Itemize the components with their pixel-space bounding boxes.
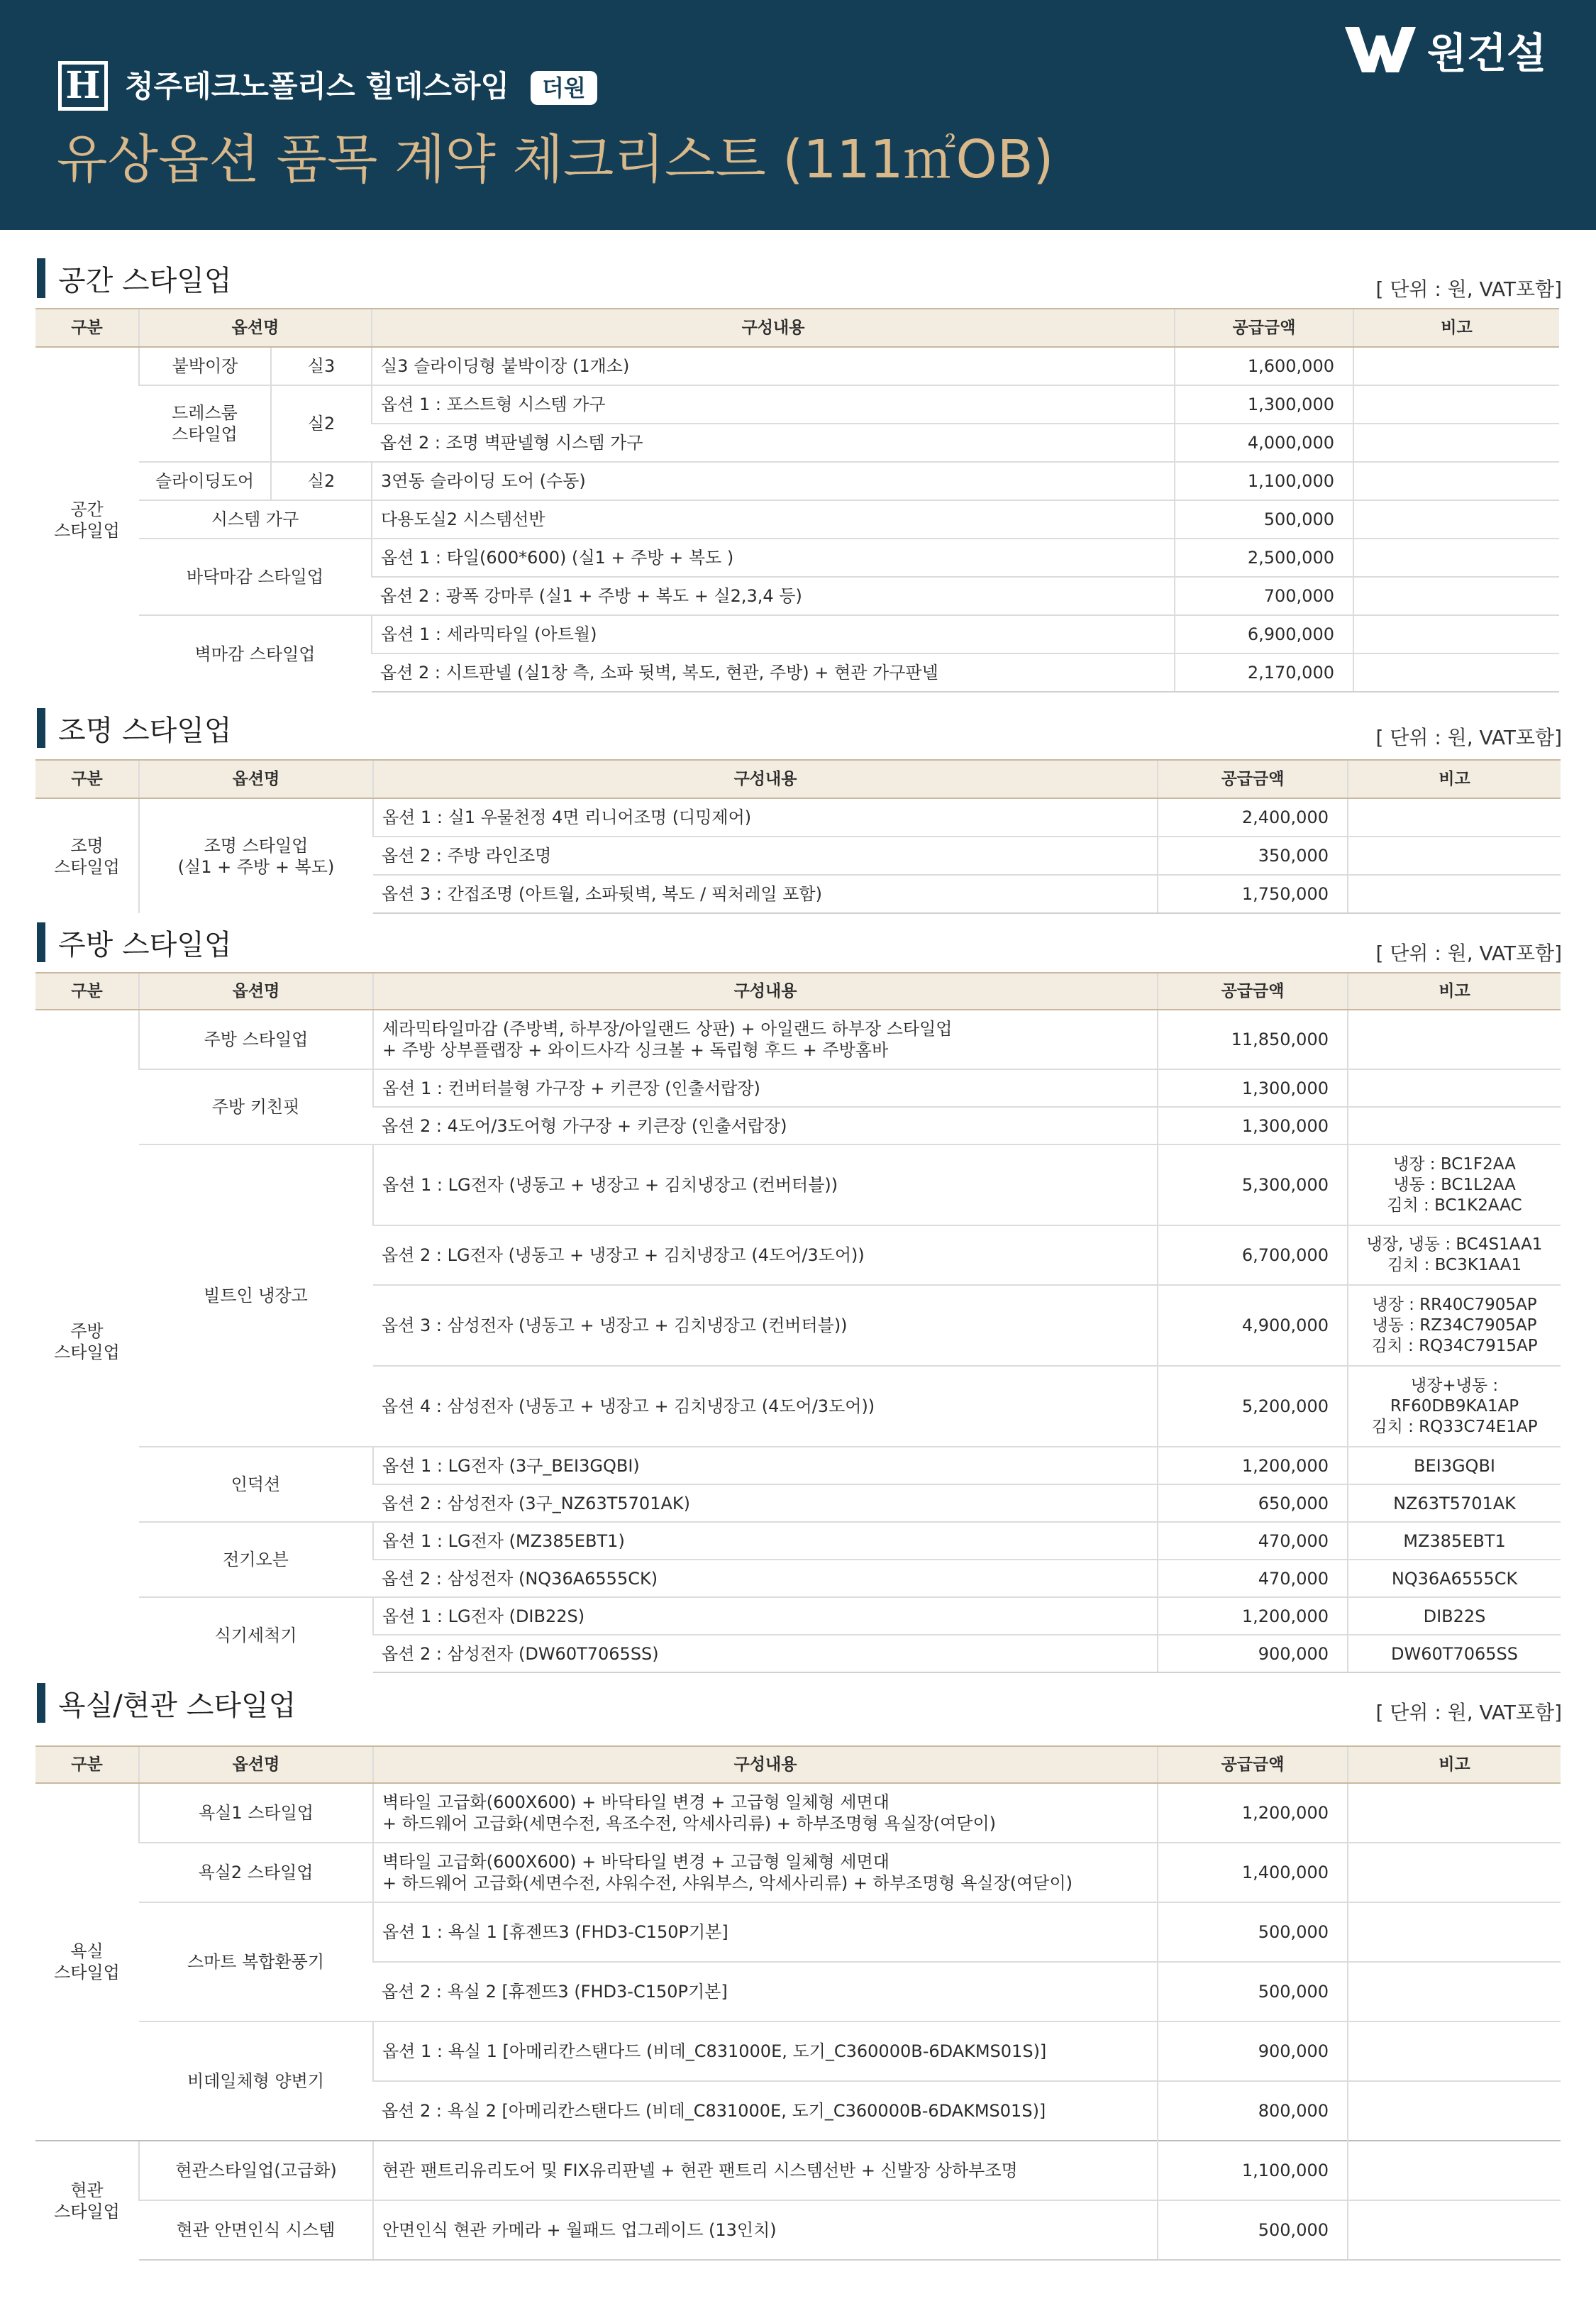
table-row (35, 615, 1559, 653)
group-cell: 현관 스타일업 (35, 2141, 139, 2260)
price-cell: 700,000 (1175, 577, 1353, 615)
content-cell: 옵션 1 : 포스트형 시스템 가구 (372, 385, 1175, 424)
note-cell: DIB22S (1348, 1597, 1561, 1635)
section-title-bath-entrance (37, 1683, 296, 1723)
note-cell (1348, 1962, 1561, 2021)
content-cell: 옵션 2 : 조명 벽판넬형 시스템 가구 (372, 424, 1175, 462)
price-cell: 1,200,000 (1158, 1597, 1348, 1635)
section-marker (37, 708, 45, 748)
table-row (35, 500, 1559, 539)
table-row (35, 798, 1561, 837)
section-title-space (37, 258, 232, 298)
content-cell: 벽타일 고급화(600X600) + 바닥타일 변경 + 고급형 일체형 세면대 + 하드웨어 고급화(세면수전, 샤워수전, 샤워부스, 악세사리류) + 하부조명형 욕실장(여닫이) (373, 1843, 1158, 1902)
price-cell: 470,000 (1158, 1522, 1348, 1560)
price-cell: 1,300,000 (1158, 1069, 1348, 1107)
content-cell: 옵션 1 : 실1 우물천정 4면 리니어조명 (디밍제어) (373, 798, 1158, 837)
table-row (35, 539, 1559, 577)
group-cell: 조명 스타일업 (35, 798, 139, 913)
content-cell: 옵션 1 : 욕실 1 [휴젠뜨3 (FHD3-C150P기본] (373, 1902, 1158, 1962)
price-cell: 4,900,000 (1158, 1285, 1348, 1366)
price-cell: 6,700,000 (1158, 1225, 1348, 1285)
price-cell: 900,000 (1158, 1635, 1348, 1672)
table-row (35, 2021, 1561, 2081)
price-cell: 1,750,000 (1158, 875, 1348, 913)
content-cell: 옵션 1 : 컨버터블형 가구장 + 키큰장 (인출서랍장) (373, 1069, 1158, 1107)
unit-note: [ 단위 : 원, VAT포함] (1375, 726, 1562, 749)
section-marker (37, 1683, 45, 1723)
brand-name: 원건설 (1426, 29, 1546, 77)
content-cell: 옵션 2 : 욕실 2 [아메리칸스탠다드 (비데_C831000E, 도기_C360000B-6DAKMS01S)] (373, 2081, 1158, 2141)
note-cell: 냉장 : RR40C7905AP 냉동 : RZ34C7905AP 김치 : RQ34C7915AP (1348, 1285, 1561, 1366)
space-styleup-table (35, 308, 1559, 693)
header-content: 구성내용 (373, 1746, 1158, 1783)
note-cell (1348, 798, 1561, 837)
section-title-text: 공간 스타일업 (58, 264, 232, 297)
price-cell: 900,000 (1158, 2021, 1348, 2081)
price-cell: 350,000 (1158, 837, 1348, 875)
table-row (35, 2200, 1561, 2260)
option-cell: 현관 안면인식 시스템 (139, 2200, 373, 2260)
table-row (35, 1522, 1561, 1560)
content-cell: 옵션 2 : 4도어/3도어형 가구장 + 키큰장 (인출서랍장) (373, 1107, 1158, 1144)
note-cell (1348, 837, 1561, 875)
price-cell: 1,300,000 (1175, 385, 1353, 424)
note-cell (1348, 1069, 1561, 1107)
section-title-kitchen (37, 922, 232, 962)
header-group: 구분 (35, 973, 139, 1010)
option-cell: 슬라이딩도어 (139, 462, 271, 500)
header-group: 구분 (35, 760, 139, 798)
unit-note: [ 단위 : 원, VAT포함] (1375, 1701, 1562, 1724)
content-cell: 옵션 1 : LG전자 (DIB22S) (373, 1597, 1158, 1635)
header-price: 공급금액 (1158, 760, 1348, 798)
header-banner (0, 0, 1596, 230)
content-cell: 옵션 2 : 욕실 2 [휴젠뜨3 (FHD3-C150P기본] (373, 1962, 1158, 2021)
price-cell: 1,100,000 (1175, 462, 1353, 500)
section-title-text: 욕실/현관 스타일업 (58, 1689, 297, 1722)
note-cell (1348, 1783, 1561, 1843)
note-cell (1348, 2200, 1561, 2260)
unit-note: [ 단위 : 원, VAT포함] (1375, 942, 1562, 965)
note-cell: 냉장, 냉동 : BC4S1AA1 김치 : BC3K1AA1 (1348, 1225, 1561, 1285)
room-cell: 실2 (271, 385, 372, 462)
header-group: 구분 (35, 1746, 139, 1783)
brand-logo (1343, 21, 1546, 78)
room-cell: 실2 (271, 462, 372, 500)
note-cell (1348, 1107, 1561, 1144)
table-row (35, 2141, 1561, 2200)
price-cell: 500,000 (1158, 1902, 1348, 1962)
lighting-styleup-table (35, 759, 1561, 914)
content-cell: 옵션 2 : 삼성전자 (DW60T7065SS) (373, 1635, 1158, 1672)
option-cell: 붙박이장 (139, 347, 271, 385)
note-cell (1348, 1902, 1561, 1962)
table-row (35, 385, 1559, 424)
header-price: 공급금액 (1158, 1746, 1348, 1783)
price-cell: 500,000 (1175, 500, 1353, 539)
option-cell: 바닥마감 스타일업 (139, 539, 372, 615)
section-title-lighting (37, 708, 232, 748)
h-logo-icon: H (58, 61, 108, 111)
option-cell: 비데일체형 양변기 (139, 2021, 373, 2141)
note-cell (1353, 539, 1559, 577)
header-note: 비고 (1348, 1746, 1561, 1783)
note-cell (1348, 2141, 1561, 2200)
note-cell: MZ385EBT1 (1348, 1522, 1561, 1560)
option-cell: 빌트인 냉장고 (139, 1144, 373, 1447)
price-cell: 500,000 (1158, 1962, 1348, 2021)
option-cell: 현관스타일업(고급화) (139, 2141, 373, 2200)
note-cell: NQ36A6555CK (1348, 1560, 1561, 1597)
note-cell (1348, 1010, 1561, 1069)
option-cell: 드레스룸 스타일업 (139, 385, 271, 462)
price-cell: 1,200,000 (1158, 1447, 1348, 1484)
content-cell: 벽타일 고급화(600X600) + 바닥타일 변경 + 고급형 일체형 세면대 + 하드웨어 고급화(세면수전, 욕조수전, 악세사리류) + 하부조명형 욕실장(여닫이) (373, 1783, 1158, 1843)
option-cell: 욕실2 스타일업 (139, 1843, 373, 1902)
note-cell: BEI3GQBI (1348, 1447, 1561, 1484)
note-cell (1348, 875, 1561, 913)
content-cell: 옵션 1 : 욕실 1 [아메리칸스탠다드 (비데_C831000E, 도기_C360000B-6DAKMS01S)] (373, 2021, 1158, 2081)
group-cell: 공간 스타일업 (35, 347, 139, 692)
note-cell: 냉장+냉동 : RF60DB9KA1AP 김치 : RQ33C74E1AP (1348, 1366, 1561, 1447)
group-cell: 주방 스타일업 (35, 1010, 139, 1672)
header-note: 비고 (1348, 760, 1561, 798)
content-cell: 옵션 2 : 시트판넬 (실1창 측, 소파 뒷벽, 복도, 현관, 주방) + 현관 가구판넬 (372, 653, 1175, 692)
header-price: 공급금액 (1175, 309, 1353, 347)
content-cell: 옵션 1 : LG전자 (3구_BEI3GQBI) (373, 1447, 1158, 1484)
price-cell: 650,000 (1158, 1484, 1348, 1522)
option-cell: 벽마감 스타일업 (139, 615, 372, 692)
header-content: 구성내용 (373, 760, 1158, 798)
content-cell: 옵션 3 : 삼성전자 (냉동고 + 냉장고 + 김치냉장고 (컨버터블)) (373, 1285, 1158, 1366)
header-content: 구성내용 (373, 973, 1158, 1010)
content-cell: 옵션 2 : 광폭 강마루 (실1 + 주방 + 복도 + 실2,3,4 등) (372, 577, 1175, 615)
section-title-text: 조명 스타일업 (58, 714, 232, 747)
content-cell: 3연동 슬라이딩 도어 (수동) (372, 462, 1175, 500)
note-cell (1353, 577, 1559, 615)
price-cell: 5,300,000 (1158, 1144, 1348, 1225)
table-header (35, 973, 1561, 1010)
price-cell: 1,600,000 (1175, 347, 1353, 385)
header-content: 구성내용 (372, 309, 1175, 347)
table-row (35, 1783, 1561, 1843)
table-row (35, 347, 1559, 385)
table-row (35, 1010, 1561, 1069)
price-cell: 1,400,000 (1158, 1843, 1348, 1902)
header-option: 옵션명 (139, 760, 373, 798)
option-cell: 조명 스타일업 (실1 + 주방 + 복도) (139, 798, 373, 913)
note-cell (1353, 653, 1559, 692)
option-cell: 식기세척기 (139, 1597, 373, 1672)
option-cell: 인덕션 (139, 1447, 373, 1522)
note-cell (1353, 347, 1559, 385)
option-cell: 스마트 복합환풍기 (139, 1902, 373, 2021)
price-cell: 470,000 (1158, 1560, 1348, 1597)
note-cell (1348, 2081, 1561, 2141)
content-cell: 옵션 1 : 세라믹타일 (아트월) (372, 615, 1175, 653)
header-option: 옵션명 (139, 1746, 373, 1783)
content-cell: 옵션 3 : 간접조명 (아트월, 소파뒷벽, 복도 / 픽처레일 포함) (373, 875, 1158, 913)
content-cell: 안면인식 현관 카메라 + 월패드 업그레이드 (13인치) (373, 2200, 1158, 2260)
content-cell: 현관 팬트리유리도어 및 FIX유리판넬 + 현관 팬트리 시스템선반 + 신발장 상하부조명 (373, 2141, 1158, 2200)
table-header (35, 760, 1561, 798)
content-cell: 옵션 1 : LG전자 (MZ385EBT1) (373, 1522, 1158, 1560)
table-header (35, 309, 1559, 347)
option-cell: 시스템 가구 (139, 500, 372, 539)
price-cell: 5,200,000 (1158, 1366, 1348, 1447)
table-row (35, 1843, 1561, 1902)
content-cell: 세라믹타일마감 (주방벽, 하부장/아일랜드 상판) + 아일랜드 하부장 스타일업 + 주방 상부플랩장 + 와이드사각 싱크볼 + 독립형 후드 + 주방홈바 (373, 1010, 1158, 1069)
section-marker (37, 922, 45, 962)
note-cell (1353, 500, 1559, 539)
note-cell (1348, 2021, 1561, 2081)
option-cell: 욕실1 스타일업 (139, 1783, 373, 1843)
table-row (35, 462, 1559, 500)
bath-entrance-styleup-table (35, 1745, 1561, 2261)
content-cell: 옵션 2 : 삼성전자 (NQ36A6555CK) (373, 1560, 1158, 1597)
option-cell: 전기오븐 (139, 1522, 373, 1597)
w-logo-icon (1343, 24, 1417, 75)
note-cell (1353, 385, 1559, 424)
table-row (35, 1447, 1561, 1484)
price-cell: 800,000 (1158, 2081, 1348, 2141)
page-title: 유상옵션 품목 계약 체크리스트 (111㎡OB) (57, 129, 1054, 190)
section-marker (37, 258, 45, 298)
header-option: 옵션명 (139, 973, 373, 1010)
header-group: 구분 (35, 309, 139, 347)
price-cell: 2,170,000 (1175, 653, 1353, 692)
note-cell (1348, 1843, 1561, 1902)
room-cell: 실3 (271, 347, 372, 385)
content-cell: 옵션 2 : LG전자 (냉동고 + 냉장고 + 김치냉장고 (4도어/3도어)) (373, 1225, 1158, 1285)
project-name: 청주테크노폴리스 힐데스하임 (125, 69, 510, 104)
price-cell: 500,000 (1158, 2200, 1348, 2260)
price-cell: 4,000,000 (1175, 424, 1353, 462)
table-row (35, 1069, 1561, 1107)
header-price: 공급금액 (1158, 973, 1348, 1010)
price-cell: 2,400,000 (1158, 798, 1348, 837)
note-cell (1353, 462, 1559, 500)
price-cell: 1,300,000 (1158, 1107, 1348, 1144)
price-cell: 2,500,000 (1175, 539, 1353, 577)
note-cell: NZ63T5701AK (1348, 1484, 1561, 1522)
option-cell: 주방 스타일업 (139, 1010, 373, 1069)
price-cell: 6,900,000 (1175, 615, 1353, 653)
kitchen-styleup-table (35, 972, 1561, 1673)
section-title-text: 주방 스타일업 (58, 928, 232, 961)
price-cell: 1,100,000 (1158, 2141, 1348, 2200)
note-cell: DW60T7065SS (1348, 1635, 1561, 1672)
content-cell: 옵션 2 : 주방 라인조명 (373, 837, 1158, 875)
unit-note: [ 단위 : 원, VAT포함] (1375, 277, 1562, 301)
table-row (35, 1902, 1561, 1962)
content-cell: 옵션 4 : 삼성전자 (냉동고 + 냉장고 + 김치냉장고 (4도어/3도어)) (373, 1366, 1158, 1447)
table-row (35, 1597, 1561, 1635)
option-cell: 주방 키친핏 (139, 1069, 373, 1144)
project-badge: 더원 (531, 71, 597, 105)
header-option: 옵션명 (139, 309, 372, 347)
content-cell: 옵션 2 : 삼성전자 (3구_NZ63T5701AK) (373, 1484, 1158, 1522)
price-cell: 1,200,000 (1158, 1783, 1348, 1843)
header-note: 비고 (1348, 973, 1561, 1010)
content-cell: 옵션 1 : LG전자 (냉동고 + 냉장고 + 김치냉장고 (컨버터블)) (373, 1144, 1158, 1225)
note-cell (1353, 615, 1559, 653)
group-cell: 욕실 스타일업 (35, 1783, 139, 2141)
header-note: 비고 (1353, 309, 1559, 347)
price-cell: 11,850,000 (1158, 1010, 1348, 1069)
note-cell: 냉장 : BC1F2AA 냉동 : BC1L2AA 김치 : BC1K2AAC (1348, 1144, 1561, 1225)
table-row (35, 1144, 1561, 1225)
content-cell: 다용도실2 시스템선반 (372, 500, 1175, 539)
table-header (35, 1746, 1561, 1783)
note-cell (1353, 424, 1559, 462)
content-cell: 옵션 1 : 타일(600*600) (실1 + 주방 + 복도 ) (372, 539, 1175, 577)
content-cell: 실3 슬라이딩형 붙박이장 (1개소) (372, 347, 1175, 385)
